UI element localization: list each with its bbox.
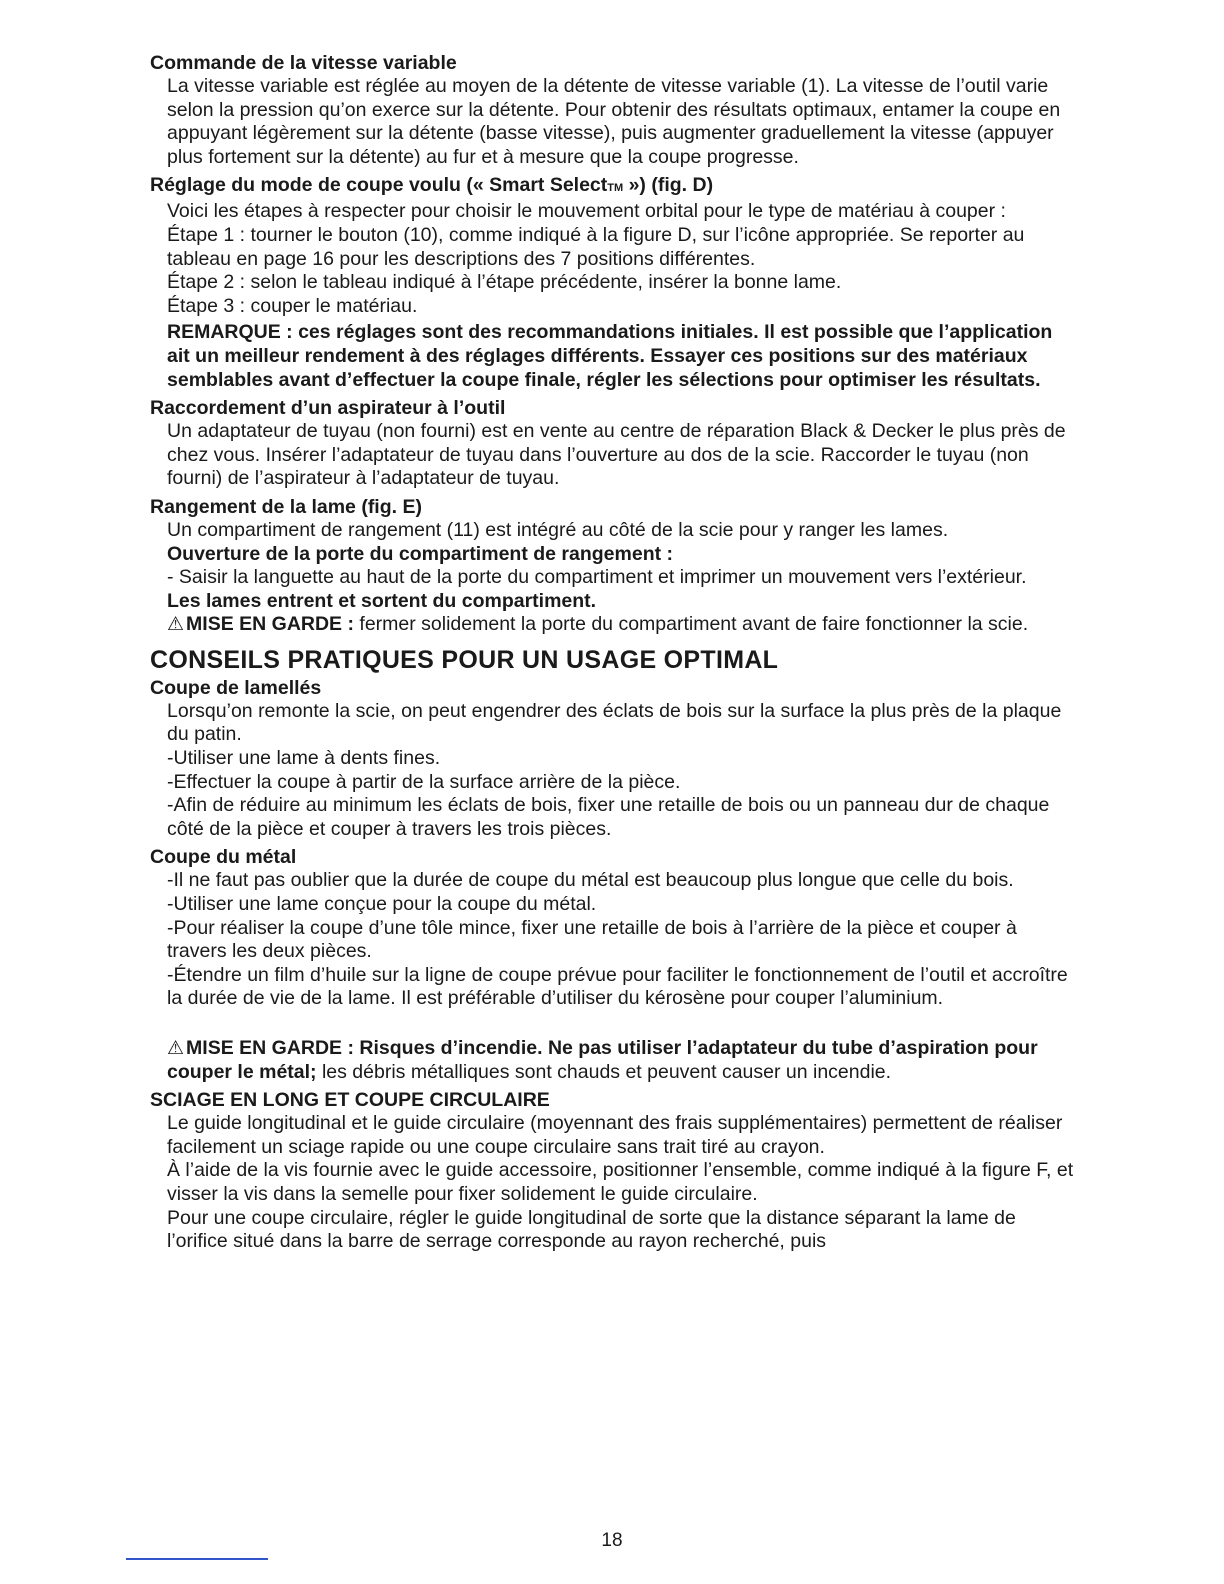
- fire-warning-bold: MISE EN GARDE : Risques d’incendie. Ne pas utiliser l’adaptateur du tube d’aspiration pour couper le métal;: [167, 1037, 1038, 1083]
- blade-storage-heading: Rangement de la lame (fig. E): [150, 495, 422, 518]
- footer-rule: [126, 1558, 268, 1560]
- blade-storage-text: Un compartiment de rangement (11) est intégré au côté de la scie pour y ranger les lames.: [167, 518, 949, 541]
- rip-paragraph-3: Pour une coupe circulaire, régler le guide longitudinal de sorte que la distance séparant la lame de l’orifice situé dans la barre de serrage corresponde au rayon recherché, puis: [167, 1206, 1016, 1253]
- rip-paragraph-2: À l’aide de la vis fournie avec le guide accessoire, positionner l’ensemble, comme indiqué à la figure F, et visser la vis dans la semelle pour fixer solidement le guide circulaire.: [167, 1159, 1074, 1205]
- rip-paragraph-1: Le guide longitudinal et le guide circulaire (moyennant des frais supplémentaires) permettent de réaliser facilement un sciage rapide ou une coupe circulaire sans trait tiré au crayon.: [167, 1112, 1063, 1158]
- blade-storage-block: [150, 519, 1080, 637]
- blade-storage-bold-line: Les lames entrent et sortent du compartiment.: [167, 589, 597, 612]
- blade-storage-instruction: - Saisir la languette au haut de la porte du compartiment et imprimer un mouvement vers l’extérieur.: [167, 566, 1027, 589]
- blade-storage-warning-text: fermer solidement la porte du compartiment avant de faire fonctionner la scie.: [353, 613, 1029, 636]
- cut-mode-step-1: Étape 1 : tourner le bouton (10), comme indiqué à la figure D, sur l’icône appropriée. Se reporter au tableau en page 16 pour les descriptions des 7 positions différentes.: [167, 223, 1025, 270]
- cut-mode-block: [150, 200, 1080, 392]
- variable-speed-heading: Commande de la vitesse variable: [150, 52, 457, 74]
- warning-triangle-icon: ⚠: [167, 614, 185, 636]
- laminate-heading: Coupe de lamellés: [150, 676, 322, 699]
- vacuum-block: [150, 420, 1080, 491]
- metal-item-3: -Pour réaliser la coupe d’une tôle mince, fixer une retaille de bois à l’arrière de la pièce et couper à travers les deux pièces.: [167, 916, 1017, 963]
- fire-warning-text: les débris métalliques sont chauds et peuvent causer un incendie.: [316, 1060, 892, 1083]
- laminate-text: Lorsqu’on remonte la scie, on peut engendrer des éclats de bois sur la surface la plus près de la plaque du patin.: [167, 699, 1062, 746]
- page-number: 18: [601, 1530, 623, 1551]
- rip-heading: SCIAGE EN LONG ET COUPE CIRCULAIRE: [150, 1089, 550, 1112]
- laminate-item-2: -Effectuer la coupe à partir de la surface arrière de la pièce.: [167, 770, 681, 793]
- metal-item-4: -Étendre un film d’huile sur la ligne de coupe prévue pour faciliter le fonctionnement de l’outil et accroître la durée de vie de la lame. Il est préférable d’utiliser du kérosène pour couper l’aluminium.: [167, 963, 1068, 1010]
- variable-speed-text: La vitesse variable est réglée au moyen de la détente de vitesse variable (1). La vitesse de l’outil varie selon la pression qu’on exerce sur la détente. Pour obtenir des résultats optimaux, entamer la coupe en appuyant légèrement sur la détente (basse vitesse), puis augmenter graduellement la vitesse (appuyer plus fortement sur la détente) au fur et à mesure que la coupe progresse.: [167, 75, 1061, 168]
- blade-storage-warning: [167, 613, 1080, 637]
- cut-mode-heading: [150, 174, 1080, 200]
- manual-page: [150, 52, 1080, 1254]
- cut-mode-step-3: Étape 3 : couper le matériau.: [167, 294, 418, 317]
- laminate-item-1: -Utiliser une lame à dents fines.: [167, 747, 441, 770]
- metal-heading: Coupe du métal: [150, 846, 297, 869]
- trademark-mark: TM: [607, 182, 624, 195]
- vacuum-heading: Raccordement d’un aspirateur à l’outil: [150, 397, 506, 420]
- tips-title: CONSEILS PRATIQUES POUR UN USAGE OPTIMAL: [150, 645, 779, 674]
- vacuum-text: Un adaptateur de tuyau (non fourni) est en vente au centre de réparation Black & Decker le plus près de chez vous. Insérer l’adaptateur de tuyau dans l’ouverture au dos de la scie. Raccorder le tuyau (non fourni) de l’aspirateur à l’adaptateur de tuyau.: [167, 420, 1066, 490]
- metal-block: [150, 869, 1080, 1011]
- metal-item-2: -Utiliser une lame conçue pour la coupe du métal.: [167, 893, 597, 916]
- cut-mode-intro: Voici les étapes à respecter pour choisir le mouvement orbital pour le type de matériau à couper :: [167, 200, 1006, 223]
- fire-warning: [167, 1037, 1080, 1084]
- rip-block: [150, 1112, 1080, 1254]
- cut-mode-step-2: Étape 2 : selon le tableau indiqué à l’étape précédente, insérer la bonne lame.: [167, 271, 842, 294]
- metal-item-1: -Il ne faut pas oublier que la durée de coupe du métal est beaucoup plus longue que celle du bois.: [167, 869, 1014, 892]
- cut-mode-note: REMARQUE : ces réglages sont des recommandations initiales. Il est possible que l’application ait un meilleur rendement à des réglages différents. Essayer ces positions sur des matériaux semblables avant d’effectuer la coupe finale, régler les sélections pour optimiser les résultats.: [167, 321, 1053, 391]
- blade-storage-subheading: Ouverture de la porte du compartiment de rangement :: [167, 542, 674, 565]
- cut-mode-heading-post: ») (fig. D): [623, 174, 714, 197]
- variable-speed-block: [150, 75, 1080, 169]
- fire-warning-block: [150, 1037, 1080, 1084]
- laminate-block: [150, 700, 1080, 842]
- warning-triangle-icon: ⚠: [167, 1038, 185, 1059]
- blade-storage-warning-label: MISE EN GARDE :: [186, 613, 354, 636]
- cut-mode-heading-pre: Réglage du mode de coupe voulu (« Smart Select: [150, 174, 608, 197]
- laminate-item-3: -Afin de réduire au minimum les éclats de bois, fixer une retaille de bois ou un panneau dur de chaque côté de la pièce et couper à travers les trois pièces.: [167, 794, 1050, 840]
